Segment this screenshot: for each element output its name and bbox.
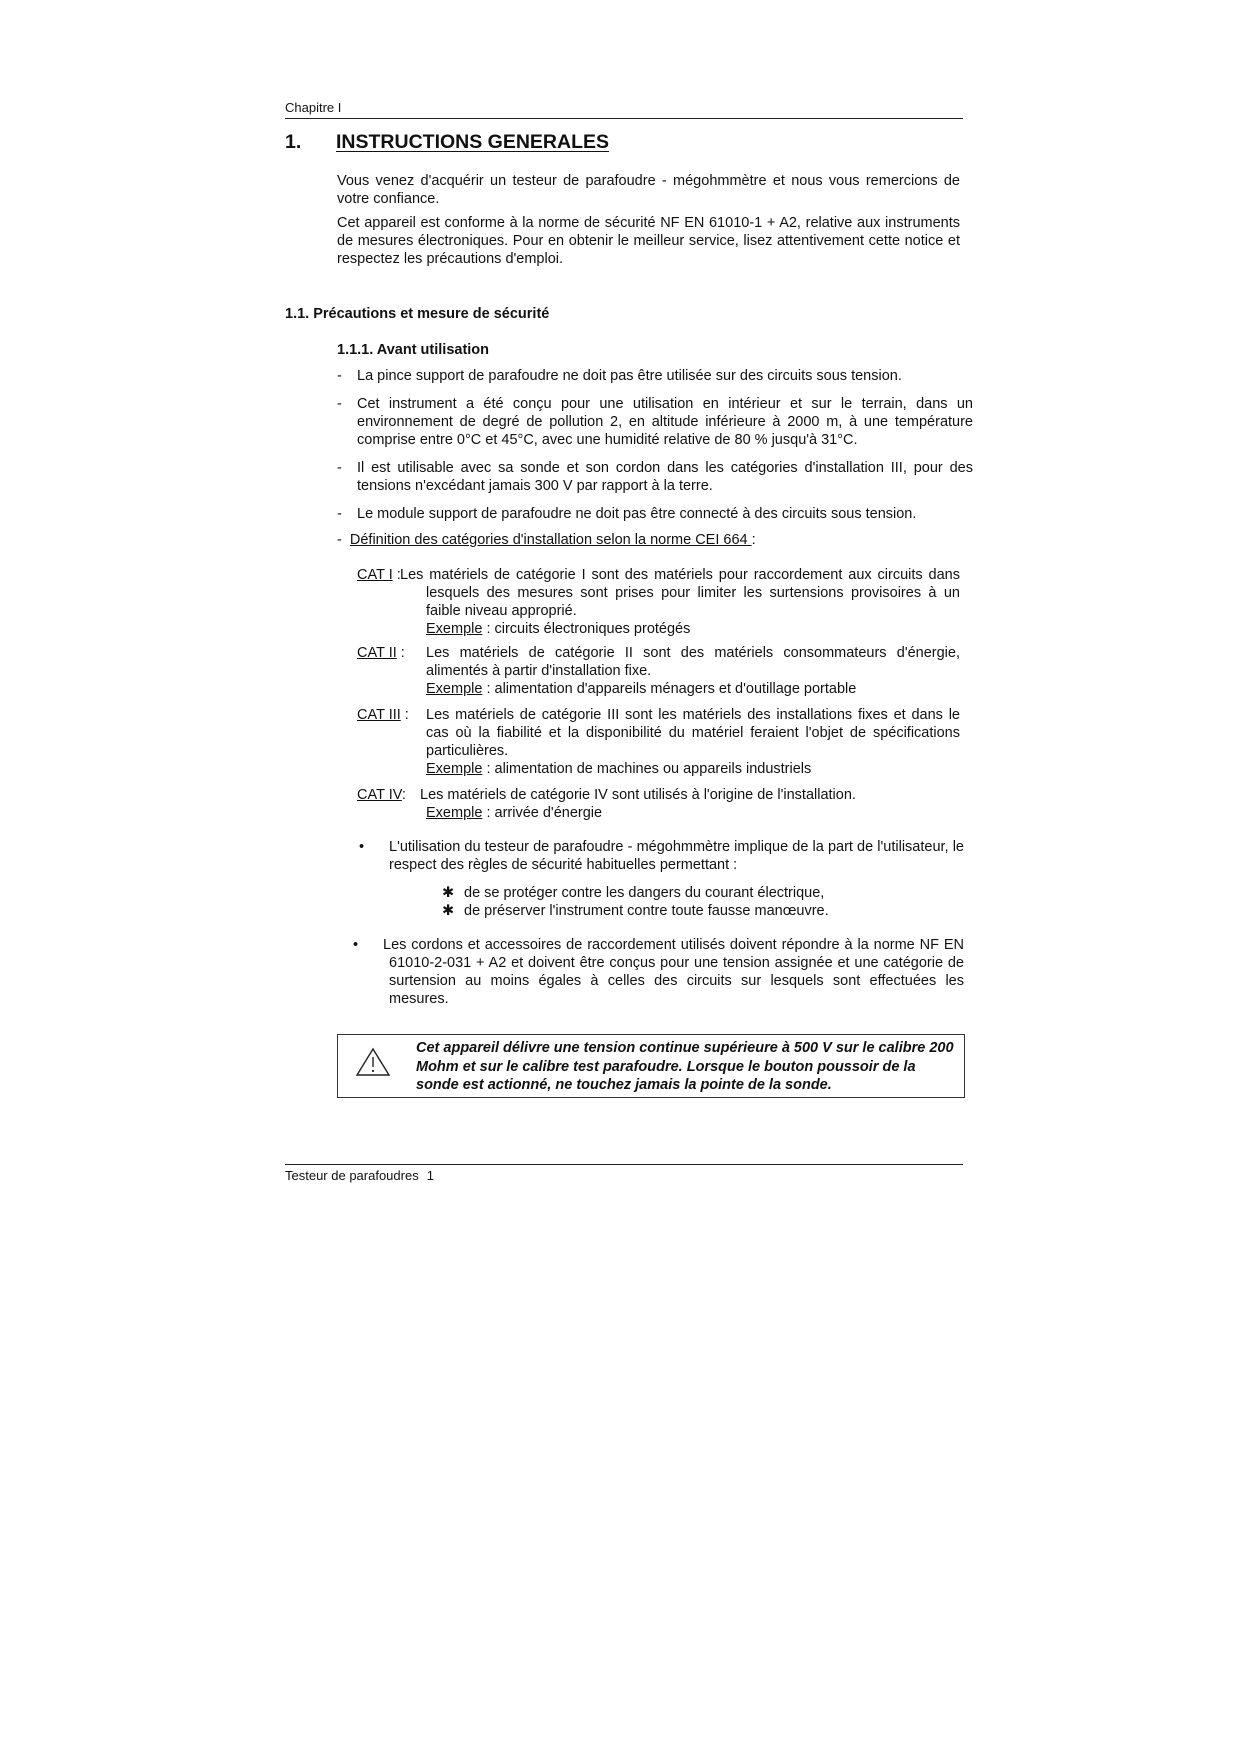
dash-item-text: Cet instrument a été conçu pour une utilisation en intérieur et sur le terrain, dans un environnement de degré de pollution 2, en altitude inférieure à 2000 m, à une température comprise entre 0°C et 45°C, avec une humidité relative de 80 % jusqu'à 31°C. <box>357 396 973 448</box>
asterisk-icon: ✱ <box>442 885 455 901</box>
dash-item: - Le module support de parafoudre ne doit pas être connecté à des circuits sous tension. <box>337 505 973 523</box>
section-heading: 1.1. Précautions et mesure de sécurité <box>285 306 550 322</box>
bullet-item <box>359 838 964 874</box>
definition-line: - Définition des catégories d'installation selon la norme CEI 664 : <box>337 532 756 548</box>
example-text: : alimentation de machines ou appareils industriels <box>482 761 812 777</box>
bullet-text: L'utilisation du testeur de parafoudre - mégohmmètre implique de la part de l'utilisateur, le respect des règles de sécurité habituelles permettant : <box>389 839 964 873</box>
running-header <box>285 100 963 119</box>
category-cat-3 <box>357 706 960 778</box>
dash-item-text: Le module support de parafoudre ne doit pas être connecté à des circuits sous tension. <box>357 506 917 522</box>
definition-suffix: : <box>751 532 756 548</box>
dash-item-text: La pince support de parafoudre ne doit pas être utilisée sur des circuits sous tension. <box>357 368 902 384</box>
dash-item: - Cet instrument a été conçu pour une utilisation en intérieur et sur le terrain, dans un environnement de degré de pollution 2, en altitude inférieure à 2000 m, à une température comprise entre 0°C et 45°C, avec une humidité relative de 80 % jusqu'à 31°C. <box>337 396 973 448</box>
category-text: Les matériels de catégorie IV sont utilisés à l'origine de l'installation. <box>420 787 856 803</box>
category-label: CAT IV <box>357 787 402 803</box>
asterisk-icon: ✱ <box>442 903 455 919</box>
dash-item: - La pince support de parafoudre ne doit pas être utilisée sur des circuits sous tension. <box>337 367 973 385</box>
chapter-heading <box>285 131 609 154</box>
example-label: Exemple <box>426 621 483 637</box>
warning-triangle-icon <box>355 1047 391 1077</box>
bullet-text: Les cordons et accessoires de raccordement utilisés doivent répondre à la norme NF EN 61010-2-031 + A2 et doivent être conçus pour une tension assignée et une catégorie de surtension au moins égales à celles des circuits sur lesquels sont effectuées les mesures. <box>383 937 964 1007</box>
category-separator: : <box>401 787 406 803</box>
star-item-text: de se protéger contre les dangers du courant électrique, <box>464 885 825 901</box>
example-text: : circuits électroniques protégés <box>482 621 691 637</box>
category-label: CAT II <box>357 645 397 661</box>
warning-box <box>337 1034 965 1098</box>
definition-text: Définition des catégories d'installation selon la norme CEI 664 <box>349 532 752 548</box>
subsection-heading: 1.1.1. Avant utilisation <box>337 342 490 358</box>
running-footer <box>285 1164 963 1183</box>
category-separator: : <box>400 707 409 723</box>
category-text: Les matériels de catégorie I sont des matériels pour raccordement aux circuits dans lesquels des mesures sont prises pour limiter les surtensions provisoires à un faible niveau approprié. <box>400 567 960 619</box>
bullet-dot-icon: • <box>353 937 359 953</box>
example-text: : arrivée d'énergie <box>482 805 603 821</box>
page-number: 1 <box>426 1168 434 1183</box>
intro-paragraph-2: Cet appareil est conforme à la norme de sécurité NF EN 61010-1 + A2, relative aux instruments de mesures électroniques. Pour en obtenir le meilleur service, lisez attentivement cette notice et respectez les précautions d'emploi. <box>337 215 960 267</box>
category-separator: : <box>396 645 405 661</box>
example-text: : alimentation d'appareils ménagers et d'outillage portable <box>482 681 857 697</box>
category-cat-2 <box>357 644 960 698</box>
category-cat-4 <box>357 786 960 822</box>
category-text: Les matériels de catégorie II sont des matériels consommateurs d'énergie, alimentés à partir d'installation fixe. <box>426 645 960 679</box>
example-label: Exemple <box>426 805 483 821</box>
star-item-text: de préserver l'instrument contre toute fausse manœuvre. <box>464 903 829 919</box>
chapter-title: INSTRUCTIONS GENERALES <box>336 131 610 153</box>
footer-title: Testeur de parafoudres <box>285 1168 419 1183</box>
dash-item: - Il est utilisable avec sa sonde et son cordon dans les catégories d'installation III, pour des tensions n'excédant jamais 300 V par rapport à la terre. <box>337 460 973 494</box>
category-separator: : <box>392 567 401 583</box>
dash-item-text: Il est utilisable avec sa sonde et son cordon dans les catégories d'installation III, pour des tensions n'excédant jamais 300 V par rapport à la terre. <box>357 460 973 494</box>
star-item <box>442 902 829 920</box>
bullet-item <box>353 936 964 1008</box>
category-label: CAT III <box>357 707 401 723</box>
chapter-number: 1. <box>285 131 302 153</box>
category-label: CAT I <box>357 567 393 583</box>
category-cat-1 <box>357 566 960 638</box>
star-item <box>442 884 824 902</box>
bullet-dot-icon: • <box>359 839 365 855</box>
example-label: Exemple <box>426 761 483 777</box>
chapter-label: Chapitre I <box>285 100 342 115</box>
warning-text: Cet appareil délivre une tension continue supérieure à 500 V sur le calibre 200 Mohm et sur le calibre test parafoudre. Lorsque le bouton poussoir de la sonde est actionné, ne touchez jamais la pointe de la sonde. <box>416 1040 954 1093</box>
intro-paragraph-1: Vous venez d'acquérir un testeur de parafoudre - mégohmmètre et nous vous remercions de votre confiance. <box>337 173 960 207</box>
category-text: Les matériels de catégorie III sont les matériels des installations fixes et dans le cas où la fiabilité et la disponibilité du matériel feraient l'objet de spécifications particulières. <box>426 707 960 759</box>
example-label: Exemple <box>426 681 483 697</box>
